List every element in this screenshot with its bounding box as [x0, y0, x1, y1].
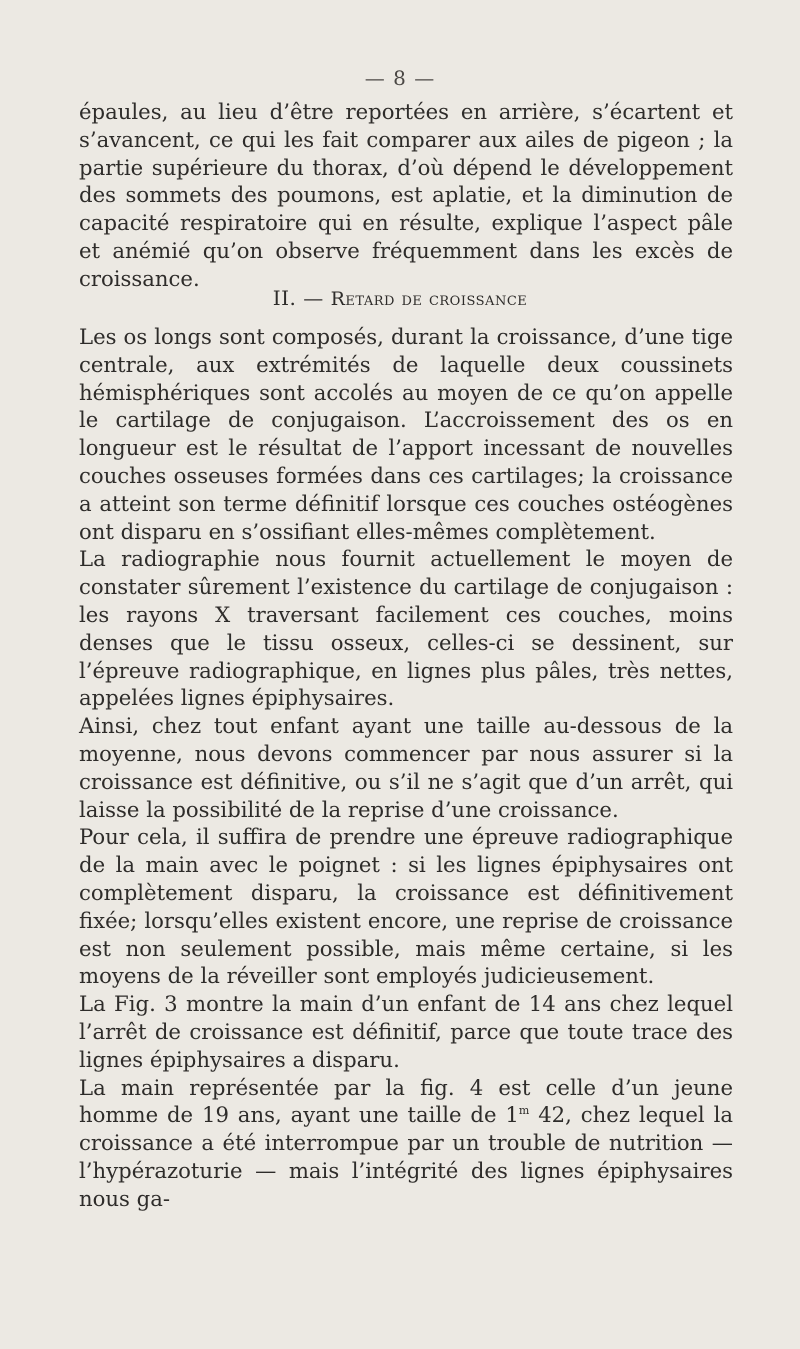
paragraph-long-bones: Les os longs sont composés, durant la croissance, d’une tige centrale, aux extrémités de laquelle deux coussinets hémisphériques sont accolés au moyen de ce qu’on appelle le cartilage de conjugaison. L’accroissement des os en longueur est le résultat de l’apport incessant de nouvelles couches osseuses formées dans ces cartilages; la croissance a atteint son terme définitif lorsque ces couches ostéogènes ont disparu en s’ossifiant elles-mêmes complètement. — [79, 324, 733, 544]
paragraph-fig-4 — [79, 1074, 733, 1213]
fig-4-text-start: La main représentée par la fig. 4 est celle d’un jeune homme de 19 ans, ayant une taille de 1 — [79, 1074, 733, 1128]
meter-unit: m — [518, 1104, 530, 1118]
paragraph-child-height: Ainsi, chez tout enfant ayant une taille au-dessous de la moyenne, nous devons commencer par nous assurer si la croissance est définitive, ou s’il ne s’agit que d’un arrêt, qui laisse la possibilité de la reprise d’une croissance. — [79, 713, 733, 822]
paragraph-wrist-radiograph: Pour cela, il suffira de prendre une épreuve radiographique de la main avec le poignet : si les lignes épiphysaires ont complètement disparu, la croissance est définitivement fixée; lorsqu’elles existent encore, une reprise de croissance est non seulement possible, mais même certaine, si les moyens de la réveiller sont employés judicieusement. — [79, 824, 733, 989]
page-number: — 8 — — [364, 66, 436, 90]
body-text — [79, 323, 733, 1213]
intro-paragraph-block — [79, 98, 733, 293]
section-heading — [0, 286, 800, 310]
paragraph-radiography: La radiographie nous fournit actuellement le moyen de constater sûrement l’existence du cartilage de conjugaison : les rayons X traversant facilement ces couches, moins denses que le tissu osseux, celles-ci se dessinent, sur l’épreuve radiographique, en lignes plus pâles, très nettes, appelées lignes épiphysaires. — [79, 546, 733, 711]
fig-4-text-end: 42, chez lequel la croissance a été interrompue par un trouble de nutrition — l’hypérazoturie — mais l’intégrité des lignes épiphysaires nous ga- — [79, 1102, 733, 1211]
section-title: Retard de croissance — [330, 288, 528, 310]
section-number: II. — — [272, 286, 331, 310]
intro-paragraph: épaules, au lieu d’être reportées en arrière, s’écartent et s’avancent, ce qui les fait comparer aux ailes de pigeon ; la partie supérieure du thorax, d’où dépend le développement des sommets des poumons, est aplatie, et la diminution de capacité respiratoire qui en résulte, explique l’aspect pâle et anémié qu’on observe fréquemment dans les excès de croissance. — [79, 99, 733, 291]
paragraph-fig-3: La Fig. 3 montre la main d’un enfant de 14 ans chez lequel l’arrêt de croissance est définitif, parce que toute trace des lignes épiphysaires a disparu. — [79, 991, 733, 1072]
